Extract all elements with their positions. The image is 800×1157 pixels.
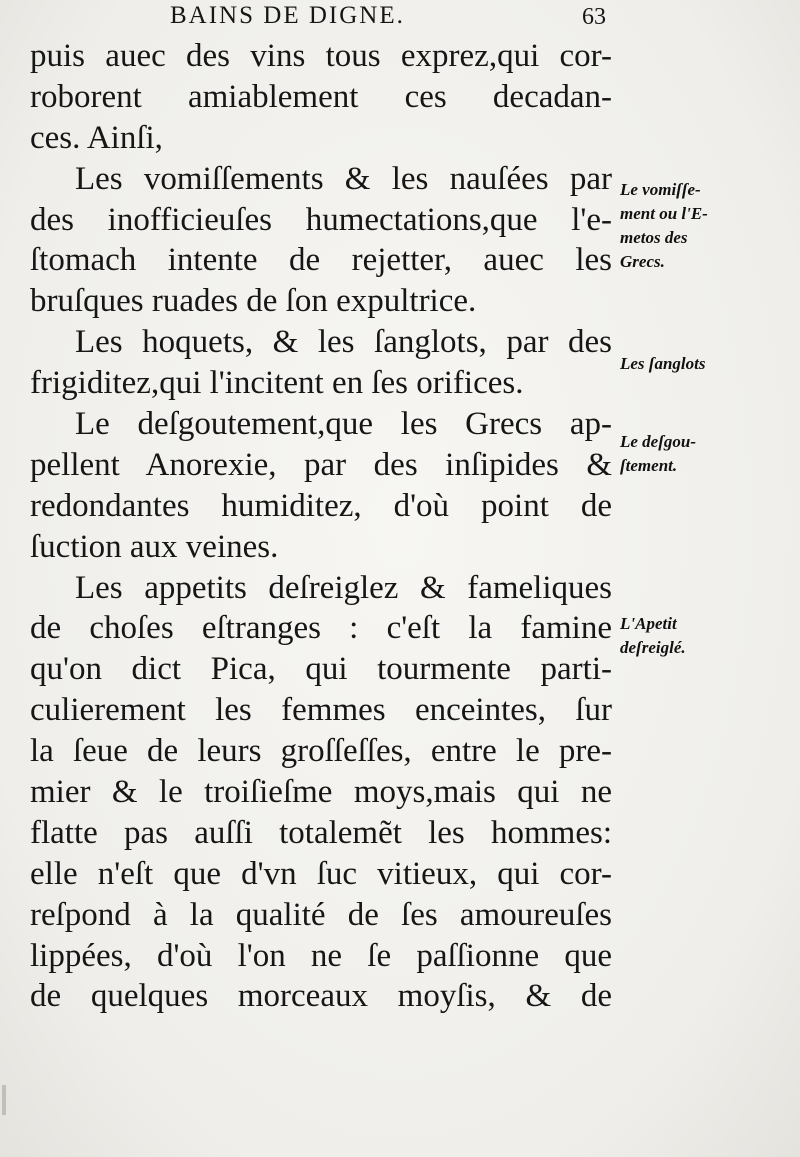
margin-note-line: Le deſgou- xyxy=(620,432,697,451)
text-line: redondantes humiditez, d'où point de xyxy=(30,487,612,524)
text-line: ſtomach intente de rejetter, auec les xyxy=(30,242,612,279)
text-line: Les hoquets, & les ſanglots, par des xyxy=(75,324,612,361)
text-line: elle n'eſt que d'vn ſuc vitieux, qui cor- xyxy=(30,855,612,892)
margin-note-line: deſreiglé. xyxy=(620,638,686,657)
text-line: la ſeue de leurs groſſeſſes, entre le pre- xyxy=(30,733,612,770)
main-text-block xyxy=(30,36,612,1017)
text-line: roborent amiablement ces decadan- xyxy=(30,78,612,115)
margin-note-vomissement xyxy=(620,178,770,274)
text-line: puis auec des vins tous exprez,qui cor- xyxy=(30,38,612,74)
text-line: mier & le troiſieſme moys,mais qui ne xyxy=(30,774,612,811)
margin-note-line: ment ou l'E- xyxy=(620,204,708,223)
text-line: culierement les femmes enceintes, ſur xyxy=(30,692,612,729)
page-edge-shadow xyxy=(2,1085,6,1115)
margin-note-apetit xyxy=(620,612,770,660)
text-line: qu'on dict Pica, qui tourmente parti- xyxy=(30,651,612,688)
margin-note-line: ſtement. xyxy=(620,456,678,475)
text-line: frigiditez,qui l'incitent en ſes orifices. xyxy=(30,365,524,402)
page-header xyxy=(170,2,610,32)
text-line: ſuction aux veines. xyxy=(30,528,279,565)
text-line: des inofficieuſes humectations,que l'e- xyxy=(30,201,612,238)
text-line: ces. Ainſi, xyxy=(30,119,163,156)
margin-note-sanglots xyxy=(620,352,770,376)
text-line: lippées, d'où l'on ne ſe paſſionne que xyxy=(30,937,612,974)
text-line: Le deſgoutement,que les Grecs ap- xyxy=(75,406,612,443)
margin-note-desgoutement xyxy=(620,430,770,478)
margin-note-line: Le vomiſſe- xyxy=(620,180,701,199)
text-line: de choſes eſtranges : c'eſt la famine xyxy=(30,610,612,647)
margin-note-line: metos des xyxy=(620,228,688,247)
margin-note-line: Les ſanglots xyxy=(620,354,706,373)
text-line: reſpond à la qualité de ſes amoureuſes xyxy=(30,896,612,933)
page-number: 63 xyxy=(582,4,606,30)
text-line: de quelques morceaux moyſis, & de xyxy=(30,978,612,1015)
text-line: Les vomiſſements & les nauſées par xyxy=(75,160,612,197)
text-line: pellent Anorexie, par des inſipides & xyxy=(30,446,612,483)
text-line: bruſques ruades de ſon expultrice. xyxy=(30,283,477,320)
text-line: flatte pas auſſi totalemẽt les hommes: xyxy=(30,814,612,851)
text-line: Les appetits deſreiglez & fameliques xyxy=(75,569,612,606)
running-head: BAINS DE DIGNE. xyxy=(170,2,405,29)
margin-note-line: L'Apetit xyxy=(620,614,677,633)
margin-note-line: Grecs. xyxy=(620,252,665,271)
